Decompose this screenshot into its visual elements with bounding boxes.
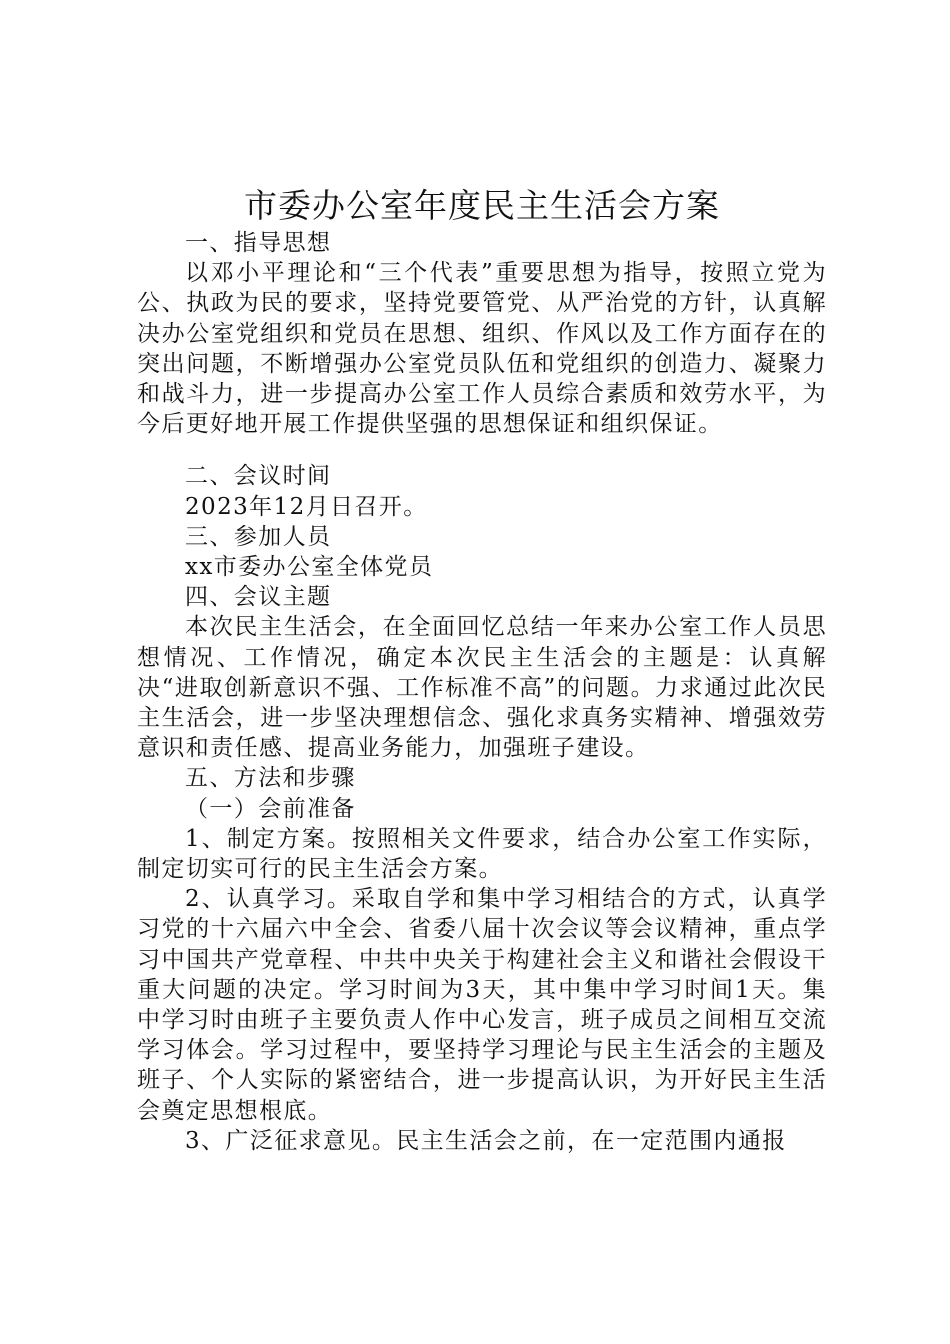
paragraph-meeting-theme: 本次民主生活会，在全面回忆总结一年来办公室工作人员思想情况、工作情况，确定本次民主生活会的主题是：认真解决“进取创新意识不强、工作标准不高”的问题。力求通过此次民主生活会，进一步坚决理想信念、强化求真务实精神、增强效劳意识和责任感、提高业务能力，加强班子建设。 — [137, 614, 827, 762]
paragraph-meeting-time: 2023年12月日召开。 — [185, 493, 428, 520]
section-heading-methods-steps: 五、方法和步骤 — [185, 765, 356, 792]
subsection-heading-preparation: （一）会前准备 — [185, 795, 356, 822]
paragraph-spacer — [137, 439, 827, 461]
document-body — [137, 184, 827, 1156]
paragraph-participants: xx市委办公室全体党员 — [185, 554, 434, 581]
section-heading-guiding-thought: 一、指导思想 — [185, 230, 332, 256]
list-item-solicit-opinions: 3、广泛征求意见。民主生活会之前，在一定范围内通报 — [185, 1127, 787, 1154]
list-item-make-plan: 1、制定方案。按照相关文件要求，结合办公室工作实际，制定切实可行的民主生活会方案。 — [137, 825, 827, 883]
section-heading-participants: 三、参加人员 — [185, 523, 332, 550]
paragraph-guiding-thought: 以邓小平理论和“三个代表”重要思想为指导，按照立党为公、执政为民的要求，坚持党要管党、从严治党的方针，认真解决办公室党组织和党员在思想、组织、作风以及工作方面存在的突出问题，不断增强办公室党员队伍和党组织的创造力、凝聚力和战斗力，进一步提高办公室工作人员综合素质和效劳水平，为今后更好地开展工作提供坚强的思想保证和组织保证。 — [137, 260, 827, 438]
list-item-study: 2、认真学习。采取自学和集中学习相结合的方式，认真学习党的十六届六中全会、省委八届十次会议等会议精神，重点学习中国共产党章程、中共中央关于构建社会主义和谐社会假设干重大问题的决定。学习时间为3天，其中集中学习时间1天。集中学习时由班子主要负责人作中心发言，班子成员之间相互交流学习体会。学习过程中，要坚持学习理论与民主生活会的主题及班子、个人实际的紧密结合，进一步提高认识，为开好民主生活会奠定思想根底。 — [137, 886, 827, 1124]
section-heading-meeting-theme: 四、会议主题 — [185, 584, 332, 611]
section-heading-meeting-time: 二、会议时间 — [185, 463, 332, 490]
page-title: 市委办公室年度民主生活会方案 — [244, 186, 720, 225]
